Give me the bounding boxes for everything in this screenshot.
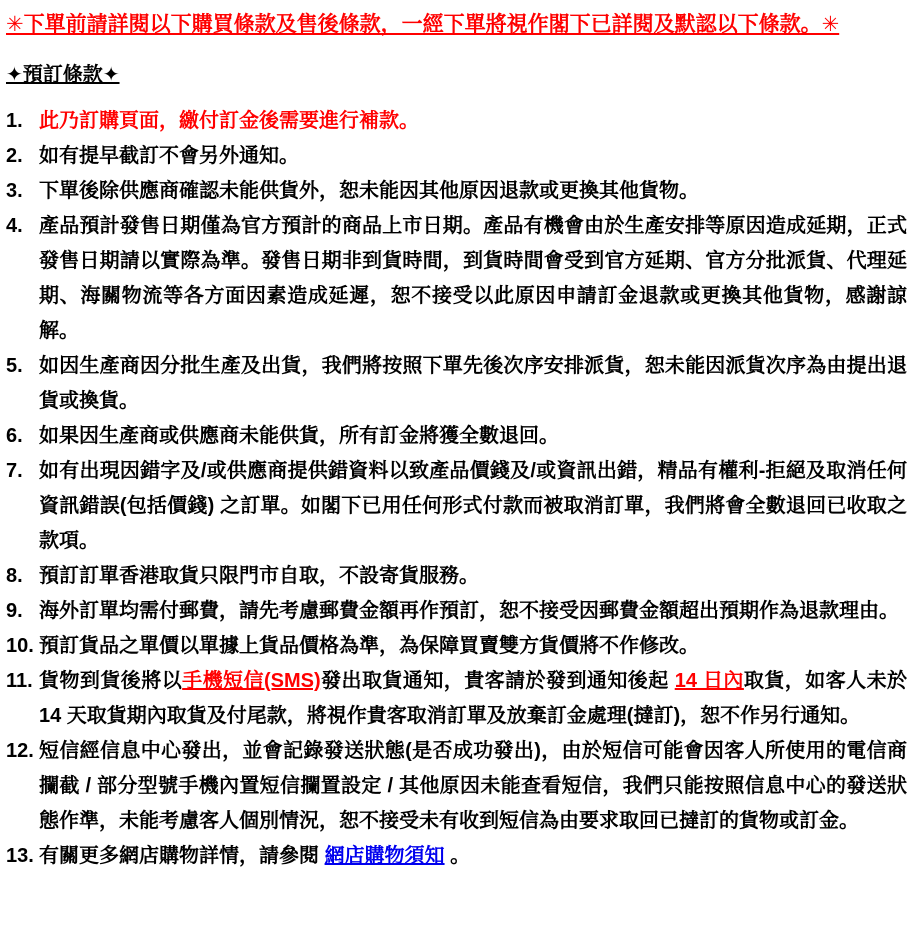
item-number: 1. bbox=[6, 110, 23, 132]
list-item bbox=[6, 174, 907, 209]
list-item bbox=[6, 629, 907, 664]
term-text-segment: 如因生產商因分批生產及出貨，我們將按照下單先後次序安排派貨，恕未能因派貨次序為由提出退貨或換貨。 bbox=[39, 355, 907, 412]
list-item bbox=[6, 139, 907, 174]
item-number: 10. bbox=[6, 635, 34, 657]
list-item bbox=[6, 734, 907, 839]
term-text-segment: 海外訂單均需付郵費，請先考慮郵費金額再作預訂，恕不接受因郵費金額超出預期作為退款理由。 bbox=[39, 600, 899, 622]
item-text bbox=[39, 349, 907, 419]
term-text-segment: 此乃訂購頁面，繳付訂金後需要進行補款。 bbox=[39, 110, 419, 132]
term-text-segment: 如有出現因錯字及/或供應商提供錯資料以致產品價錢及/或資訊出錯，精品有權利-拒絕及取消任何資訊錯誤(包括價錢) 之訂單。如閣下已用任何形式付款而被取消訂單，我們將會全數退回已收取之款項。 bbox=[39, 460, 907, 552]
item-number: 5. bbox=[6, 355, 23, 377]
item-number: 4. bbox=[6, 215, 23, 237]
term-text-segment: 預訂貨品之單價以單據上貨品價格為準，為保障買賣雙方貨價將不作修改。 bbox=[39, 635, 699, 657]
term-text-segment: 產品預計發售日期僅為官方預計的商品上市日期。產品有機會由於生產安排等原因造成延期，正式發售日期請以實際為準。發售日期非到貨時間，到貨時間會受到官方延期、官方分批派貨、代理延期、海關物流等各方面因素造成延遲，恕不接受以此原因申請訂金退款或更換其他貨物，感謝諒解。 bbox=[39, 215, 907, 342]
preorder-terms-title: ✦預訂條款✦ bbox=[6, 64, 120, 86]
item-text bbox=[39, 734, 907, 839]
highlighted-term-text: 14 日內 bbox=[674, 670, 744, 692]
term-text-segment: 。 bbox=[444, 845, 471, 867]
item-text bbox=[39, 139, 907, 174]
terms-list bbox=[6, 104, 907, 874]
item-text bbox=[39, 419, 907, 454]
term-text-segment: 發出取貨通知，貴客請於發到通知後起 bbox=[320, 670, 675, 692]
item-text bbox=[39, 839, 907, 874]
item-number: 12. bbox=[6, 740, 34, 762]
term-text-segment: 貨物到貨後將以 bbox=[39, 670, 183, 692]
list-item bbox=[6, 209, 907, 349]
purchase-notice-banner: ✳下單前請詳閱以下購買條款及售後條款，一經下單將視作閣下已詳閱及默認以下條款。✳ bbox=[6, 13, 840, 36]
item-number: 11. bbox=[6, 670, 33, 692]
list-item bbox=[6, 419, 907, 454]
item-number: 8. bbox=[6, 565, 23, 587]
item-number: 6. bbox=[6, 425, 23, 447]
term-text-segment: 預訂訂單香港取貨只限門市自取，不設寄貨服務。 bbox=[39, 565, 479, 587]
list-item bbox=[6, 664, 907, 734]
list-item bbox=[6, 559, 907, 594]
term-text-segment: 如果因生產商或供應商未能供貨，所有訂金將獲全數退回。 bbox=[39, 425, 559, 447]
term-text-segment: 有關更多網店購物詳情，請參閱 bbox=[39, 845, 325, 867]
list-item bbox=[6, 454, 907, 559]
item-text bbox=[39, 104, 907, 139]
term-text-segment: 取貨，如客人未於 14 天取貨期內取貨及付尾款，將視作貴客取消訂單及放棄訂金處理(撻訂)，恕不作另行通知。 bbox=[39, 670, 908, 727]
list-item bbox=[6, 104, 907, 139]
item-text bbox=[39, 209, 907, 349]
item-number: 3. bbox=[6, 180, 23, 202]
item-number: 9. bbox=[6, 600, 23, 622]
list-item bbox=[6, 839, 907, 874]
term-text-segment: 下單後除供應商確認未能供貨外，恕未能因其他原因退款或更換其他貨物。 bbox=[39, 180, 699, 202]
item-text bbox=[39, 559, 907, 594]
item-number: 7. bbox=[6, 460, 23, 482]
highlighted-term-text: 手機短信(SMS) bbox=[182, 670, 321, 692]
term-text-segment: 如有提早截訂不會另外通知。 bbox=[39, 145, 299, 167]
item-number: 13. bbox=[6, 845, 34, 867]
list-item bbox=[6, 349, 907, 419]
item-text bbox=[39, 594, 907, 629]
item-text bbox=[39, 629, 907, 664]
item-text bbox=[39, 454, 907, 559]
term-text-segment: 短信經信息中心發出，並會記錄發送狀態(是否成功發出)，由於短信可能會因客人所使用的電信商攔截 / 部分型號手機內置短信攔置設定 / 其他原因未能查看短信，我們只能按照信息中心的發送狀態作準，未能考慮客人個別情況，恕不接受未有收到短信為由要求取回已撻訂的貨物或訂金。 bbox=[39, 740, 907, 832]
item-text bbox=[39, 174, 907, 209]
item-text bbox=[39, 664, 907, 734]
store-shopping-notice-link[interactable]: 網店購物須知 bbox=[324, 845, 445, 867]
list-item bbox=[6, 594, 907, 629]
item-number: 2. bbox=[6, 145, 23, 167]
